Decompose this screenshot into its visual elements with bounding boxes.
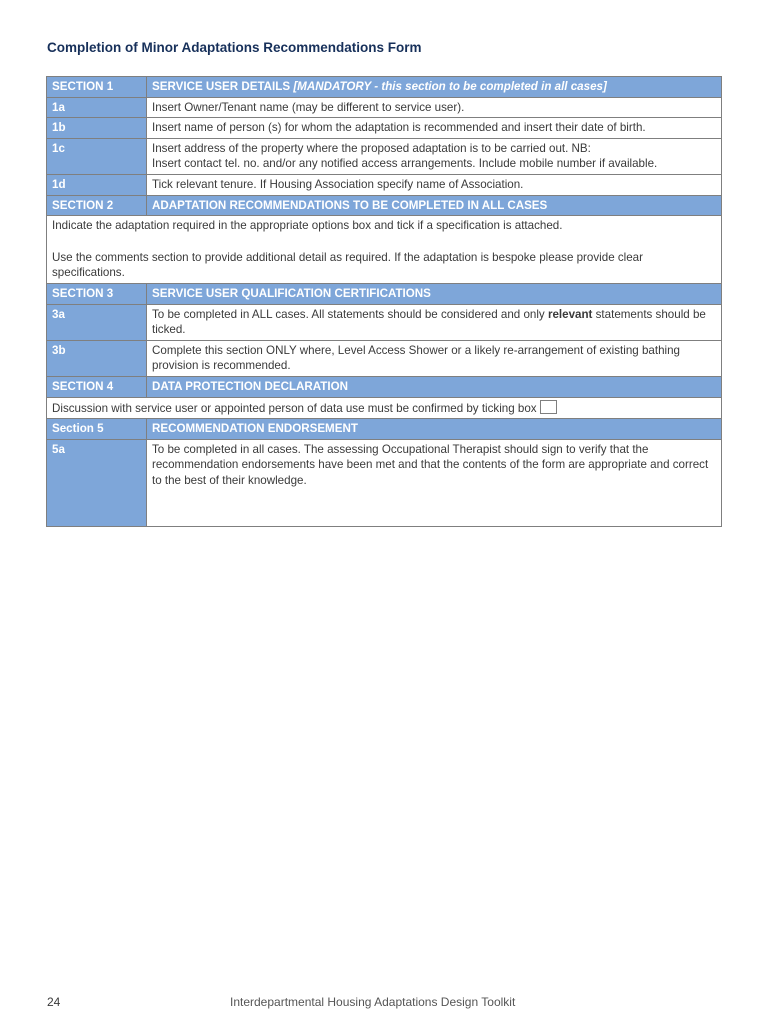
section-4-heading: DATA PROTECTION DECLARATION bbox=[147, 376, 722, 397]
table-row bbox=[47, 216, 722, 284]
row-code-1c: 1c bbox=[47, 138, 147, 174]
data-protection-text: Discussion with service user or appointed person of data use must be confirmed by ticking box bbox=[52, 401, 537, 415]
paragraph-spacer bbox=[52, 234, 716, 250]
row-text-1c bbox=[147, 138, 722, 174]
table-row bbox=[47, 138, 722, 174]
page-number: 24 bbox=[47, 995, 61, 1009]
table-row bbox=[47, 304, 722, 340]
row-text-1c-line2: Insert contact tel. no. and/or any notified access arrangements. Include mobile number if available. bbox=[152, 157, 658, 171]
section-3-header bbox=[47, 283, 722, 304]
section-4-code: SECTION 4 bbox=[47, 376, 147, 397]
row-text-5a: To be completed in all cases. The assessing Occupational Therapist should sign to verify that the recommendation endorsements have been met and that the contents of the form are appropriate and correct to the best of their knowledge. bbox=[147, 439, 722, 526]
section-1-heading bbox=[147, 77, 722, 98]
footer-document-title: Interdepartmental Housing Adaptations Design Toolkit bbox=[230, 995, 516, 1009]
section-2-header bbox=[47, 195, 722, 216]
row-code-1d: 1d bbox=[47, 174, 147, 195]
section-1-header bbox=[47, 77, 722, 98]
section-5-header bbox=[47, 419, 722, 440]
table-row bbox=[47, 340, 722, 376]
row-code-5a: 5a bbox=[47, 439, 147, 526]
row-text-3a-start: To be completed in ALL cases. All statements should be considered and only bbox=[152, 307, 548, 321]
row-code-1b: 1b bbox=[47, 118, 147, 139]
section-5-heading: RECOMMENDATION ENDORSEMENT bbox=[147, 419, 722, 440]
row-text-1a: Insert Owner/Tenant name (may be different to service user). bbox=[147, 97, 722, 118]
section-5-code: Section 5 bbox=[47, 419, 147, 440]
row-text-1d: Tick relevant tenure. If Housing Association specify name of Association. bbox=[147, 174, 722, 195]
row-text-3a-bold: relevant bbox=[547, 307, 593, 321]
section-4-body bbox=[47, 397, 722, 419]
row-code-1a: 1a bbox=[47, 97, 147, 118]
row-code-3a: 3a bbox=[47, 304, 147, 340]
table-row bbox=[47, 439, 722, 526]
section-1-mandatory-note: [MANDATORY - this section to be completed in all cases] bbox=[293, 80, 607, 93]
table-row bbox=[47, 97, 722, 118]
section-2-code: SECTION 2 bbox=[47, 195, 147, 216]
row-text-3b: Complete this section ONLY where, Level Access Shower or a likely re-arrangement of existing bathing provision is recommended. bbox=[147, 340, 722, 376]
section-2-body bbox=[47, 216, 722, 284]
section-1-code: SECTION 1 bbox=[47, 77, 147, 98]
table-row bbox=[47, 397, 722, 419]
section-2-para-2: Use the comments section to provide additional detail as required. If the adaptation is bespoke please provide clear specifications. bbox=[52, 250, 643, 280]
section-3-code: SECTION 3 bbox=[47, 283, 147, 304]
section-2-para-1: Indicate the adaptation required in the appropriate options box and tick if a specification is attached. bbox=[52, 219, 563, 233]
section-1-title: SERVICE USER DETAILS bbox=[152, 80, 291, 93]
section-3-heading: SERVICE USER QUALIFICATION CERTIFICATIONS bbox=[147, 283, 722, 304]
row-text-1b: Insert name of person (s) for whom the adaptation is recommended and insert their date of birth. bbox=[147, 118, 722, 139]
row-text-3a bbox=[147, 304, 722, 340]
data-protection-checkbox[interactable] bbox=[540, 400, 557, 414]
section-4-header bbox=[47, 376, 722, 397]
row-text-3a-end: statements should be ticked. bbox=[152, 307, 706, 337]
row-code-3b: 3b bbox=[47, 340, 147, 376]
page-title: Completion of Minor Adaptations Recommendations Form bbox=[47, 40, 422, 55]
section-2-heading: ADAPTATION RECOMMENDATIONS TO BE COMPLETED IN ALL CASES bbox=[147, 195, 722, 216]
table-row bbox=[47, 118, 722, 139]
guidance-table bbox=[46, 76, 722, 527]
table-row bbox=[47, 174, 722, 195]
row-text-1c-line1: Insert address of the property where the proposed adaptation is to be carried out. NB: bbox=[152, 141, 591, 155]
